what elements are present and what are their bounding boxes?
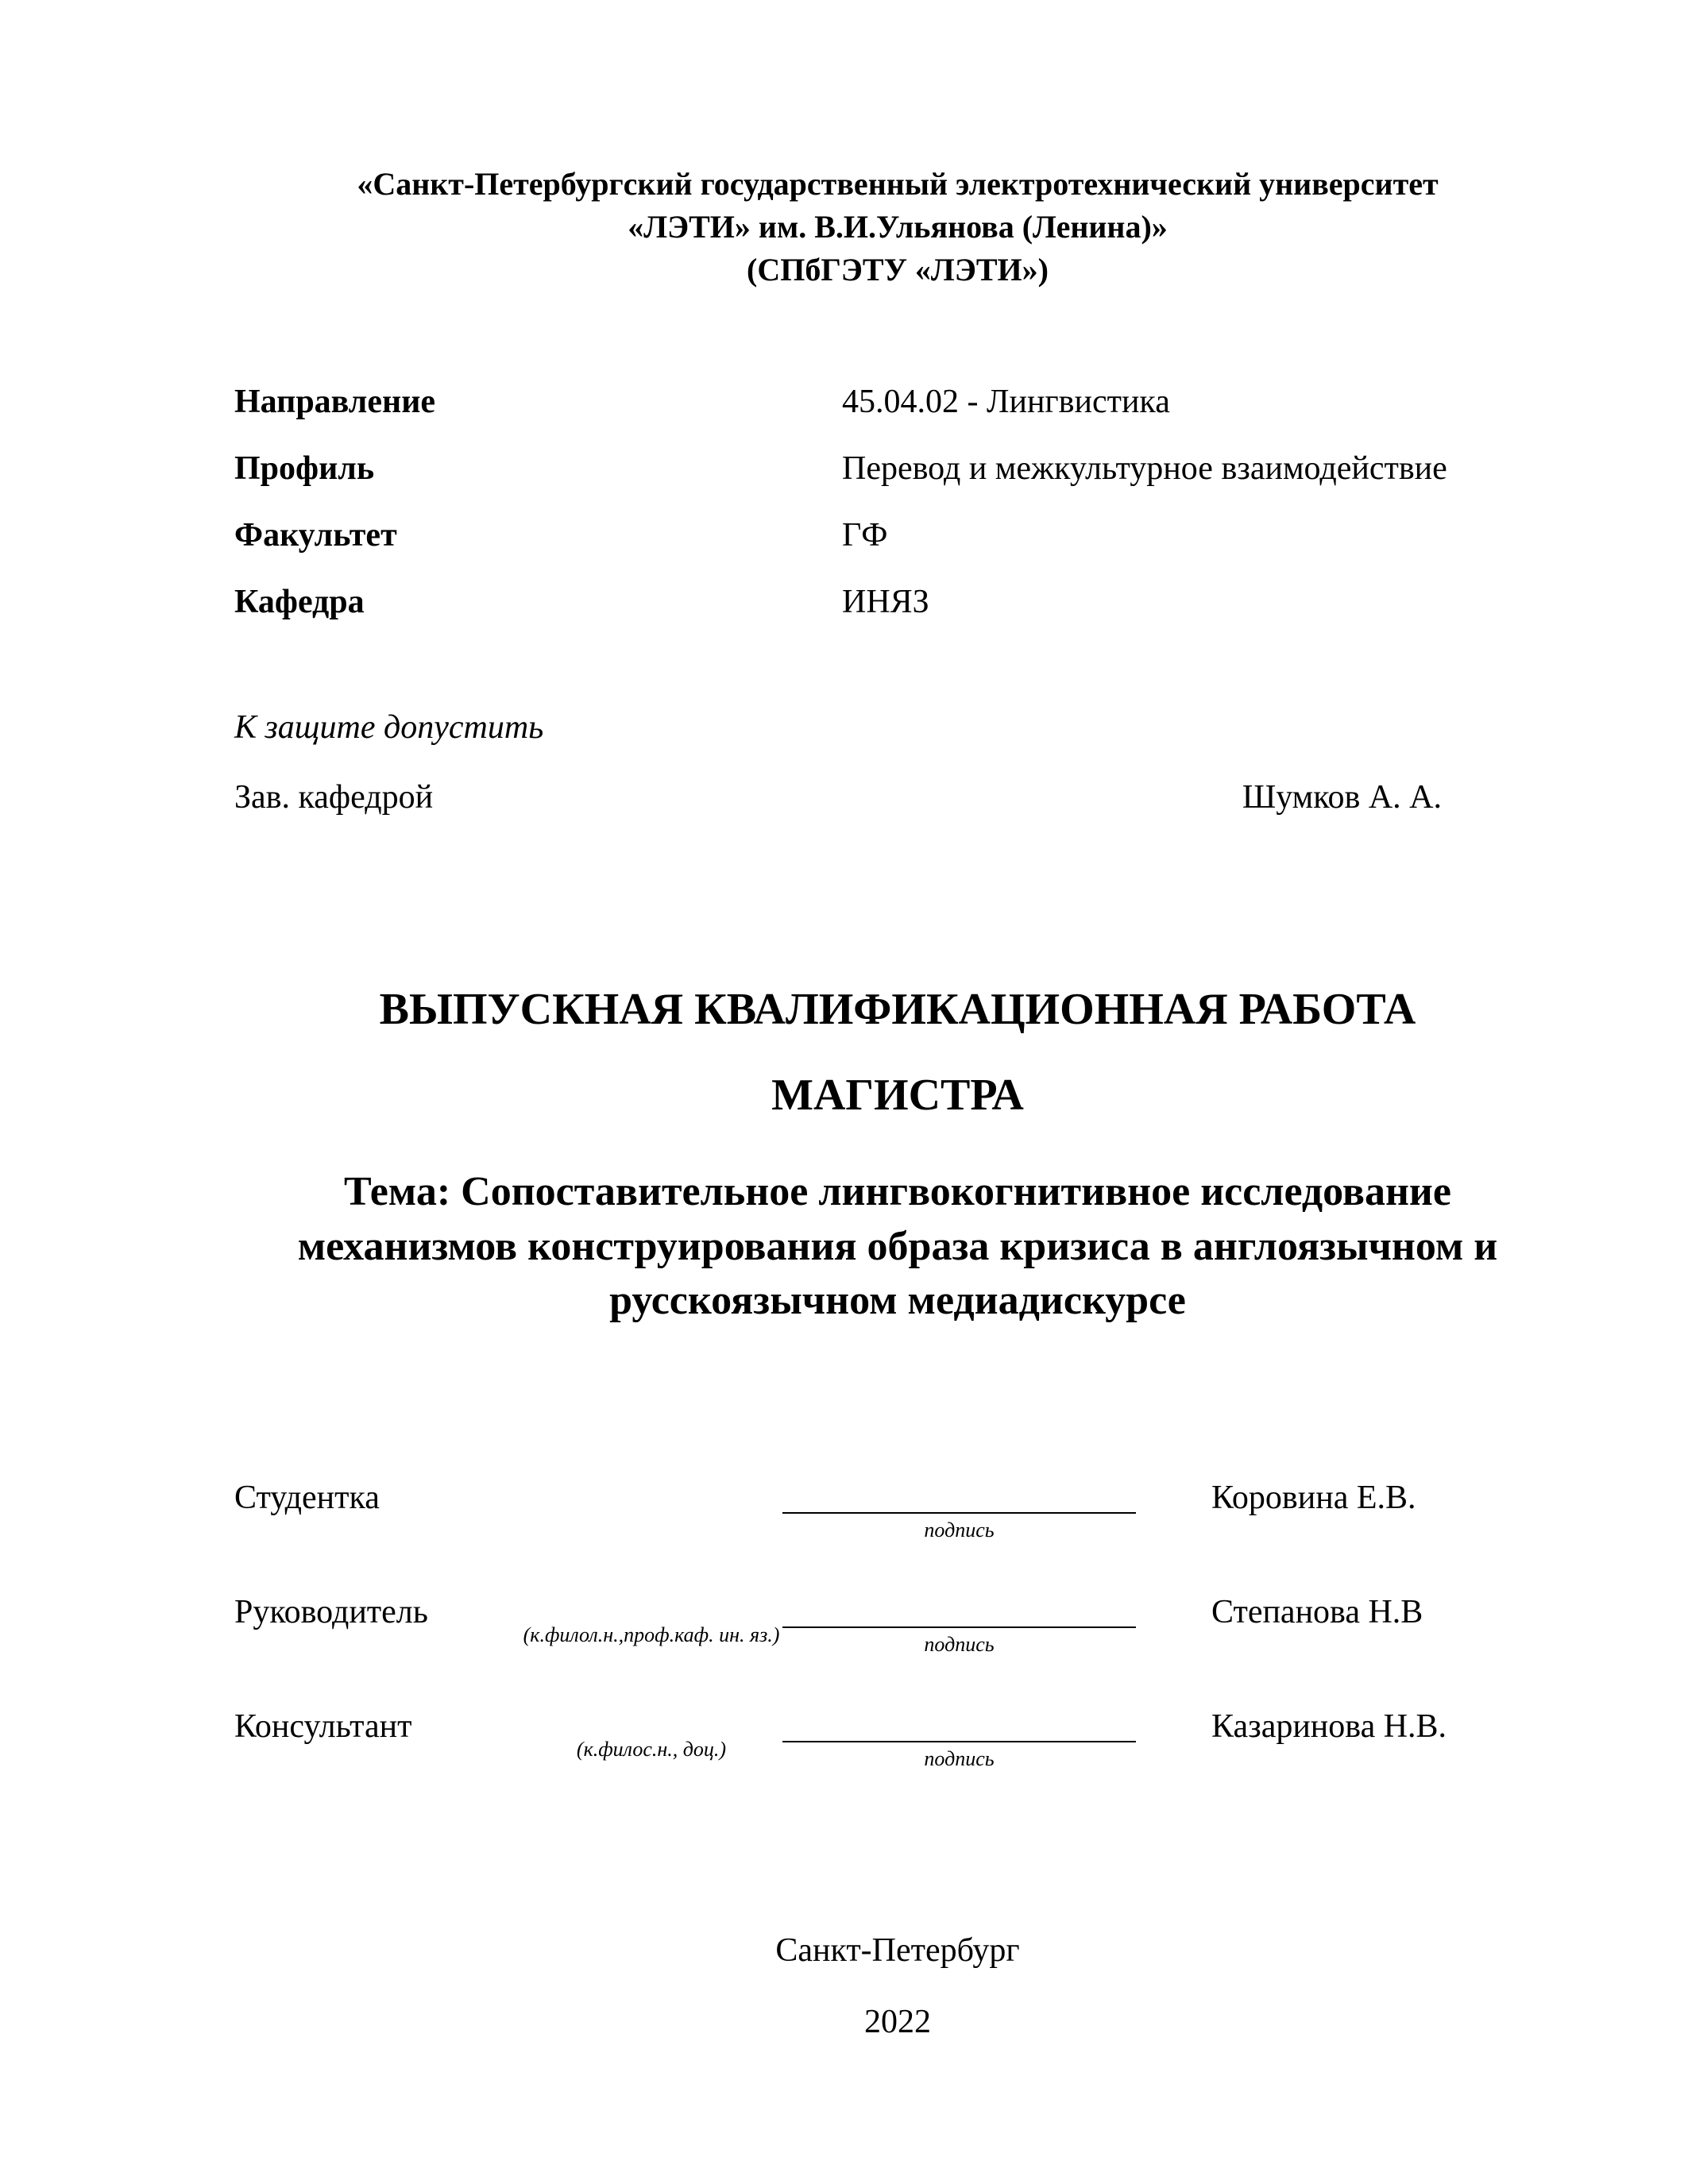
field-value-direction: 45.04.02 - Лингвистика bbox=[842, 384, 1170, 420]
signature-role-student: Студентка bbox=[234, 1479, 380, 1516]
approval-head-line bbox=[234, 778, 1561, 816]
footer-year: 2022 bbox=[864, 2003, 931, 2040]
signature-role-consultant: Консультант bbox=[234, 1707, 412, 1745]
approval-permit-line: К защите допустить bbox=[234, 709, 544, 746]
field-row-faculty bbox=[234, 516, 1561, 554]
work-title-line1: ВЫПУСКНАЯ КВАЛИФИКАЦИОННАЯ РАБОТА bbox=[379, 985, 1416, 1034]
university-header bbox=[234, 163, 1561, 291]
approval-block bbox=[234, 708, 1561, 816]
field-value-department: ИНЯЗ bbox=[842, 584, 929, 620]
field-row-department bbox=[234, 583, 1561, 621]
work-theme: Тема: Сопоставительное лингвокогнитивное исследование механизмов конструирования образа кризиса в англоязычном и русскоязычном медиадискурсе bbox=[297, 1169, 1498, 1324]
program-fields bbox=[234, 383, 1561, 621]
signature-row-supervisor bbox=[234, 1582, 1561, 1657]
footer-block bbox=[234, 1931, 1561, 2040]
field-label-profile: Профиль bbox=[234, 450, 375, 487]
signature-caption-consultant: подпись bbox=[924, 1746, 995, 1770]
signature-name-consultant: Казаринова Н.В. bbox=[1211, 1707, 1447, 1745]
university-name-line2: «ЛЭТИ» им. В.И.Ульянова (Ленина)» bbox=[628, 209, 1168, 245]
field-label-faculty: Факультет bbox=[234, 517, 397, 554]
work-title bbox=[234, 985, 1561, 1120]
approval-head-name: Шумков А. А. bbox=[1242, 779, 1442, 816]
signature-qualification-student bbox=[520, 1468, 782, 1503]
signatures-block bbox=[234, 1468, 1561, 1771]
signature-caption-student: подпись bbox=[924, 1518, 995, 1542]
signature-name-student: Коровина Е.В. bbox=[1211, 1479, 1416, 1516]
signature-line-consultant bbox=[782, 1696, 1136, 1742]
signature-name-supervisor: Степанова Н.В bbox=[1211, 1593, 1423, 1630]
signature-field-student bbox=[782, 1468, 1136, 1542]
field-label-department: Кафедра bbox=[234, 584, 365, 620]
field-row-profile bbox=[234, 450, 1561, 488]
field-label-direction: Направление bbox=[234, 384, 436, 420]
signature-qualification-consultant: (к.филос.н., доц.) bbox=[576, 1737, 727, 1761]
approval-head-label: Зав. кафедрой bbox=[234, 779, 434, 816]
signature-line-student bbox=[782, 1468, 1136, 1514]
signature-qualification-supervisor: (к.филол.н.,проф.каф. ин. яз.) bbox=[523, 1623, 780, 1646]
signature-role-supervisor: Руководитель bbox=[234, 1593, 428, 1630]
field-value-profile: Перевод и межкультурное взаимодействие bbox=[842, 450, 1447, 487]
signature-row-consultant bbox=[234, 1696, 1561, 1771]
university-abbreviation: (СПбГЭТУ «ЛЭТИ») bbox=[747, 252, 1049, 287]
field-value-faculty: ГФ bbox=[842, 517, 888, 554]
signature-field-supervisor bbox=[782, 1582, 1136, 1657]
field-row-direction bbox=[234, 383, 1561, 421]
signature-caption-supervisor: подпись bbox=[924, 1632, 995, 1656]
university-name-line1: «Санкт-Петербургский государственный электротехнический университет bbox=[357, 166, 1439, 202]
signature-field-consultant bbox=[782, 1696, 1136, 1771]
work-title-line2: МАГИСТРА bbox=[771, 1071, 1024, 1120]
signature-line-supervisor bbox=[782, 1582, 1136, 1628]
signature-row-student bbox=[234, 1468, 1561, 1542]
footer-city: Санкт-Петербург bbox=[775, 1931, 1020, 1969]
